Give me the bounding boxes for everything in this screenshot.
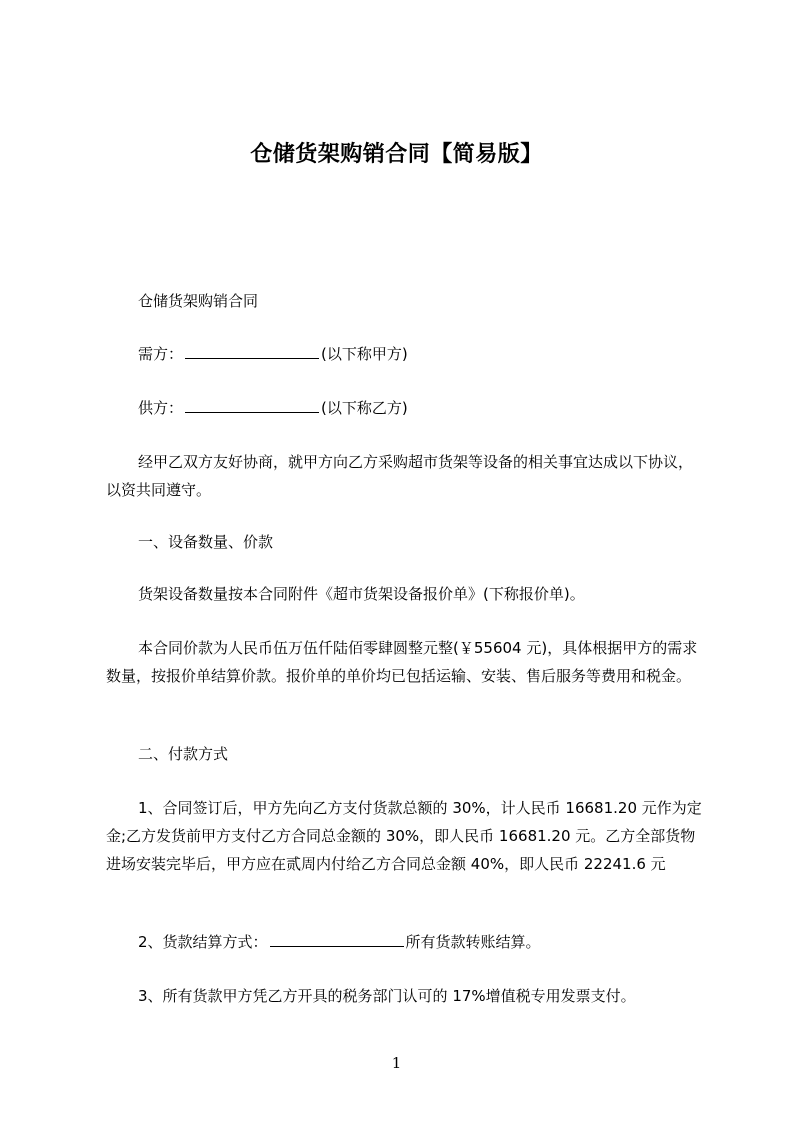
section2-item-3: 3、所有货款甲方凭乙方开具的税务部门认可的 17%增值税专用发票支付。	[138, 987, 636, 1005]
buyer-line	[106, 340, 702, 368]
section2-item-2	[106, 928, 702, 956]
section2-heading: 二、付款方式	[138, 745, 229, 763]
intro-paragraph: 经甲乙双方友好协商，就甲方向乙方采购超市货架等设备的相关事宜达成以下协议，以资共同遵守。	[106, 453, 694, 499]
buyer-label: 需方：	[138, 345, 184, 363]
seller-label: 供方：	[138, 399, 184, 417]
section1-paragraph-1: 货架设备数量按本合同附件《超市货架设备报价单》(下称报价单)。	[138, 585, 585, 603]
item2-suffix: 所有货款转账结算。	[405, 933, 541, 951]
document-title: 仓储货架购销合同【简易版】	[250, 142, 543, 167]
buyer-blank	[185, 344, 319, 359]
seller-line	[106, 394, 702, 422]
seller-blank	[185, 398, 319, 413]
section1-heading: 一、设备数量、价款	[138, 533, 274, 551]
buyer-suffix: (以下称甲方)	[321, 345, 408, 363]
seller-suffix: (以下称乙方)	[321, 399, 408, 417]
section1-paragraph-2: 本合同价款为人民币伍万伍仟陆佰零肆圆整元整(￥55604 元)，具体根据甲方的需求数量，按报价单结算价款。报价单的单价均已包括运输、安装、售后服务等费用和税金。	[106, 639, 698, 685]
section2-item-1: 1、合同签订后，甲方先向乙方支付货款总额的 30%，计人民币 16681.20 元作为定金;乙方发货前甲方支付乙方合同总金额的 30%，即人民币 16681.20 元。乙方全部货物进场安装完毕后，甲方应在贰周内付给乙方合同总金额 40%，即人民币 22241.6 元	[106, 799, 702, 873]
page-number: 1	[391, 1054, 402, 1072]
contract-subtitle: 仓储货架购销合同	[138, 292, 259, 310]
settlement-blank	[270, 932, 404, 947]
item2-prefix: 2、货款结算方式：	[138, 933, 268, 951]
